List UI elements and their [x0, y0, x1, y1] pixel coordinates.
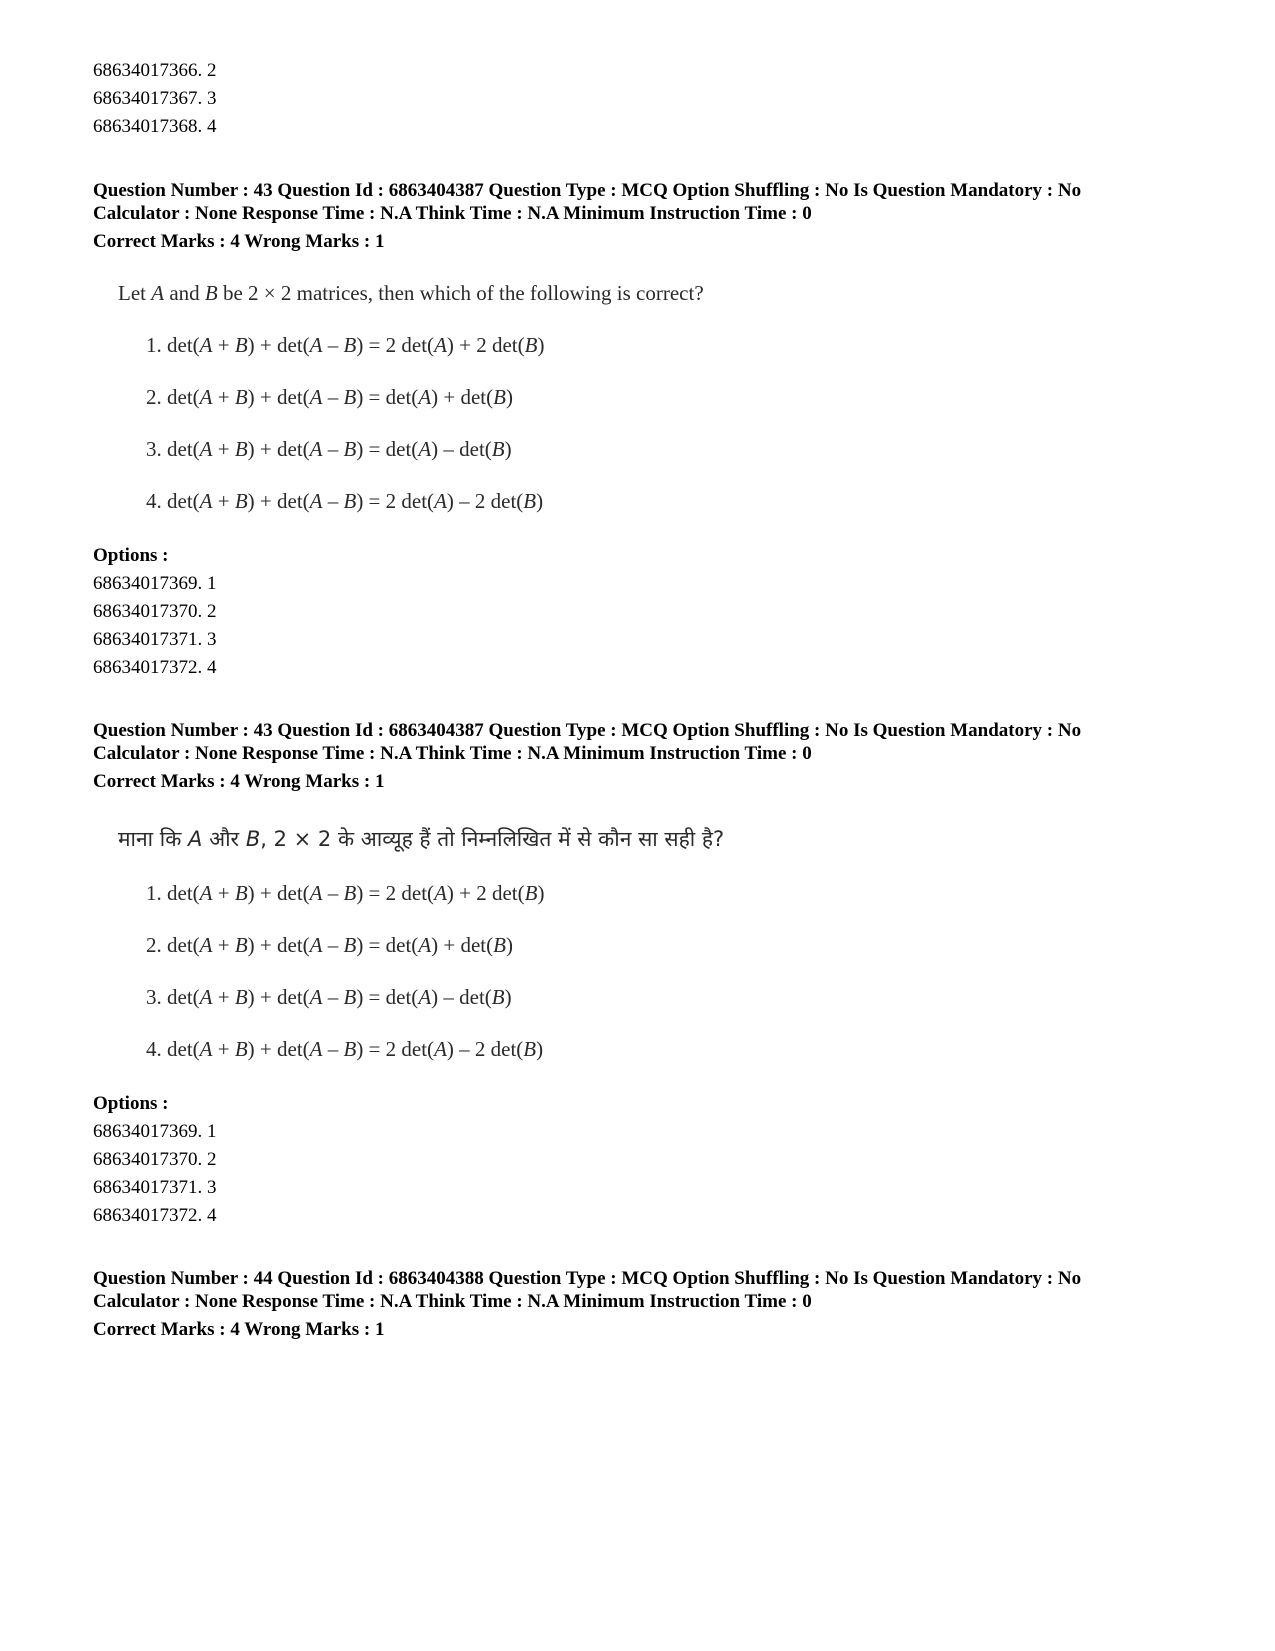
answer-choice: 3. det(A + B) + det(A – B) = det(A) – det(B) [146, 985, 512, 1009]
answer-choice: 2. det(A + B) + det(A – B) = det(A) + det(B) [146, 385, 513, 409]
question-meta-line: Question Number : 43 Question Id : 6863404387 Question Type : MCQ Option Shuffling : No Is Question Mandatory : No [93, 720, 1082, 741]
option-line: 68634017367. 3 [93, 88, 217, 109]
question-marks: Correct Marks : 4 Wrong Marks : 1 [93, 1319, 385, 1340]
option-line: 68634017369. 1 [93, 573, 217, 594]
answer-choice: 1. det(A + B) + det(A – B) = 2 det(A) + 2 det(B) [146, 881, 545, 905]
answer-choice: 4. det(A + B) + det(A – B) = 2 det(A) – 2 det(B) [146, 1037, 544, 1061]
answer-choice: 4. det(A + B) + det(A – B) = 2 det(A) – 2 det(B) [146, 489, 544, 513]
question-stem: Let A and B be 2 × 2 matrices, then which of the following is correct? [118, 281, 704, 305]
question-meta-line: Question Number : 43 Question Id : 6863404387 Question Type : MCQ Option Shuffling : No Is Question Mandatory : No [93, 180, 1082, 201]
question-marks: Correct Marks : 4 Wrong Marks : 1 [93, 771, 385, 792]
option-line: 68634017371. 3 [93, 1177, 217, 1198]
option-line: 68634017372. 4 [93, 1205, 217, 1226]
answer-choice: 3. det(A + B) + det(A – B) = det(A) – det(B) [146, 437, 512, 461]
option-line: 68634017370. 2 [93, 1149, 217, 1170]
question-meta-line: Calculator : None Response Time : N.A Think Time : N.A Minimum Instruction Time : 0 [93, 1291, 812, 1312]
option-line: 68634017371. 3 [93, 629, 217, 650]
option-line: 68634017366. 2 [93, 60, 217, 81]
answer-choice: 2. det(A + B) + det(A – B) = det(A) + det(B) [146, 933, 513, 957]
options-label: Options : [93, 545, 169, 566]
question-stem: माना कि A और B, 2 × 2 के आव्यूह हैं तो निम्नलिखित में से कौन सा सही है? [118, 827, 725, 851]
question-meta-line: Calculator : None Response Time : N.A Think Time : N.A Minimum Instruction Time : 0 [93, 203, 812, 224]
question-marks: Correct Marks : 4 Wrong Marks : 1 [93, 231, 385, 252]
question-meta-line: Calculator : None Response Time : N.A Think Time : N.A Minimum Instruction Time : 0 [93, 743, 812, 764]
option-line: 68634017370. 2 [93, 601, 217, 622]
answer-choice: 1. det(A + B) + det(A – B) = 2 det(A) + 2 det(B) [146, 333, 545, 357]
question-meta-line: Question Number : 44 Question Id : 6863404388 Question Type : MCQ Option Shuffling : No Is Question Mandatory : No [93, 1268, 1082, 1289]
option-line: 68634017372. 4 [93, 657, 217, 678]
option-line: 68634017369. 1 [93, 1121, 217, 1142]
option-line: 68634017368. 4 [93, 116, 217, 137]
options-label: Options : [93, 1093, 169, 1114]
